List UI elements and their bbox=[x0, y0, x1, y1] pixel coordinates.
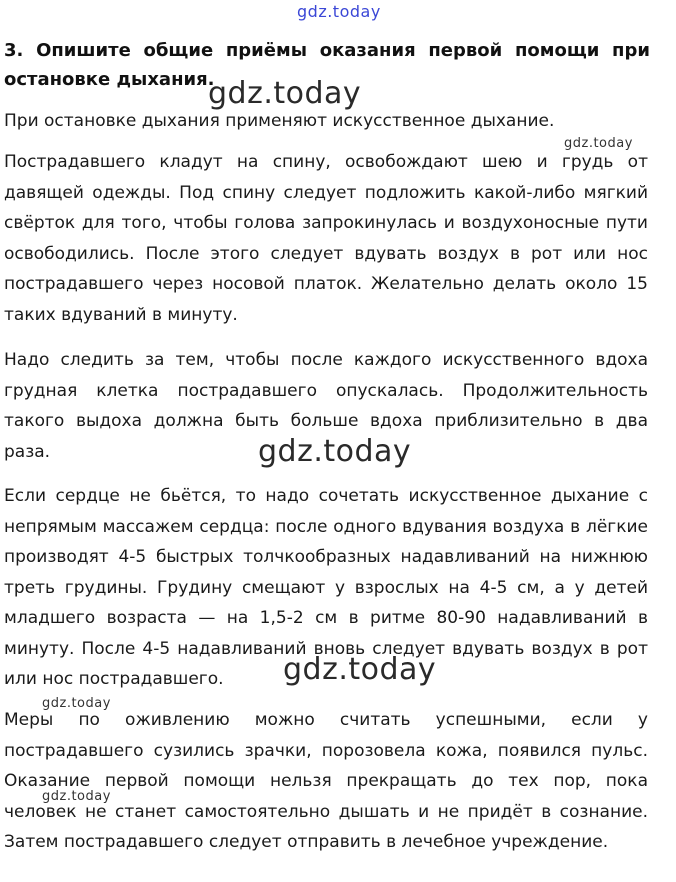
watermark-overlay: gdz.today bbox=[208, 76, 362, 111]
watermark-overlay: gdz.today bbox=[258, 434, 412, 469]
answer-paragraph-1: При остановке дыхания применяют искусственное дыхание. bbox=[4, 111, 555, 131]
watermark-overlay: gdz.today bbox=[42, 696, 111, 711]
question-heading: 3. Опишите общие приёмы оказания первой помощи при остановке дыхания. bbox=[4, 40, 650, 90]
answer-paragraph-5: Меры по оживлению можно считать успешными, если у пострадавшего сузились зрачки, порозовела кожа, появился пульс. Оказание первой помощи нельзя прекращать до тех пор, пока человек не станет самостоятельно дышать и не придёт в сознание. Затем пострадавшего следует отправить в лечебное учреждение. bbox=[4, 710, 648, 852]
watermark-overlay: gdz.today bbox=[42, 789, 111, 804]
answer-paragraph-2: Пострадавшего кладут на спину, освобождают шею и грудь от давящей одежды. Под спину следует подложить какой-либо мягкий свёрток для того, чтобы голова запрокинулась и воздухоносные пути освободились. После этого следует вдувать воздух в рот или нос пострадавшего через носовой платок. Желательно делать около 15 таких вдуваний в минуту. bbox=[4, 152, 648, 325]
answer-paragraph-4: Если сердце не бьётся, то надо сочетать искусственное дыхание с непрямым массажем сердца: после одного вдувания воздуха в лёгкие производят 4-5 быстрых толчкообразных надавливаний на нижнюю треть грудины. Грудину смещают у взрослых на 4-5 см, а у детей младшего возраста — на 1,5-2 см в ритме 80-90 надавливаний в минуту. После 4-5 надавливаний вновь следует вдувать воздух в рот или нос пострадавшего. bbox=[4, 486, 648, 689]
watermark-overlay: gdz.today bbox=[564, 136, 633, 151]
answer-paragraph-3: Надо следить за тем, чтобы после каждого искусственного вдоха грудная клетка пострадавшего опускалась. Продолжительность такого выдоха должна быть больше вдоха приблизительно в два раза. bbox=[4, 350, 648, 462]
watermark-link-top[interactable]: gdz.today bbox=[297, 2, 381, 21]
watermark-overlay: gdz.today bbox=[283, 652, 437, 687]
